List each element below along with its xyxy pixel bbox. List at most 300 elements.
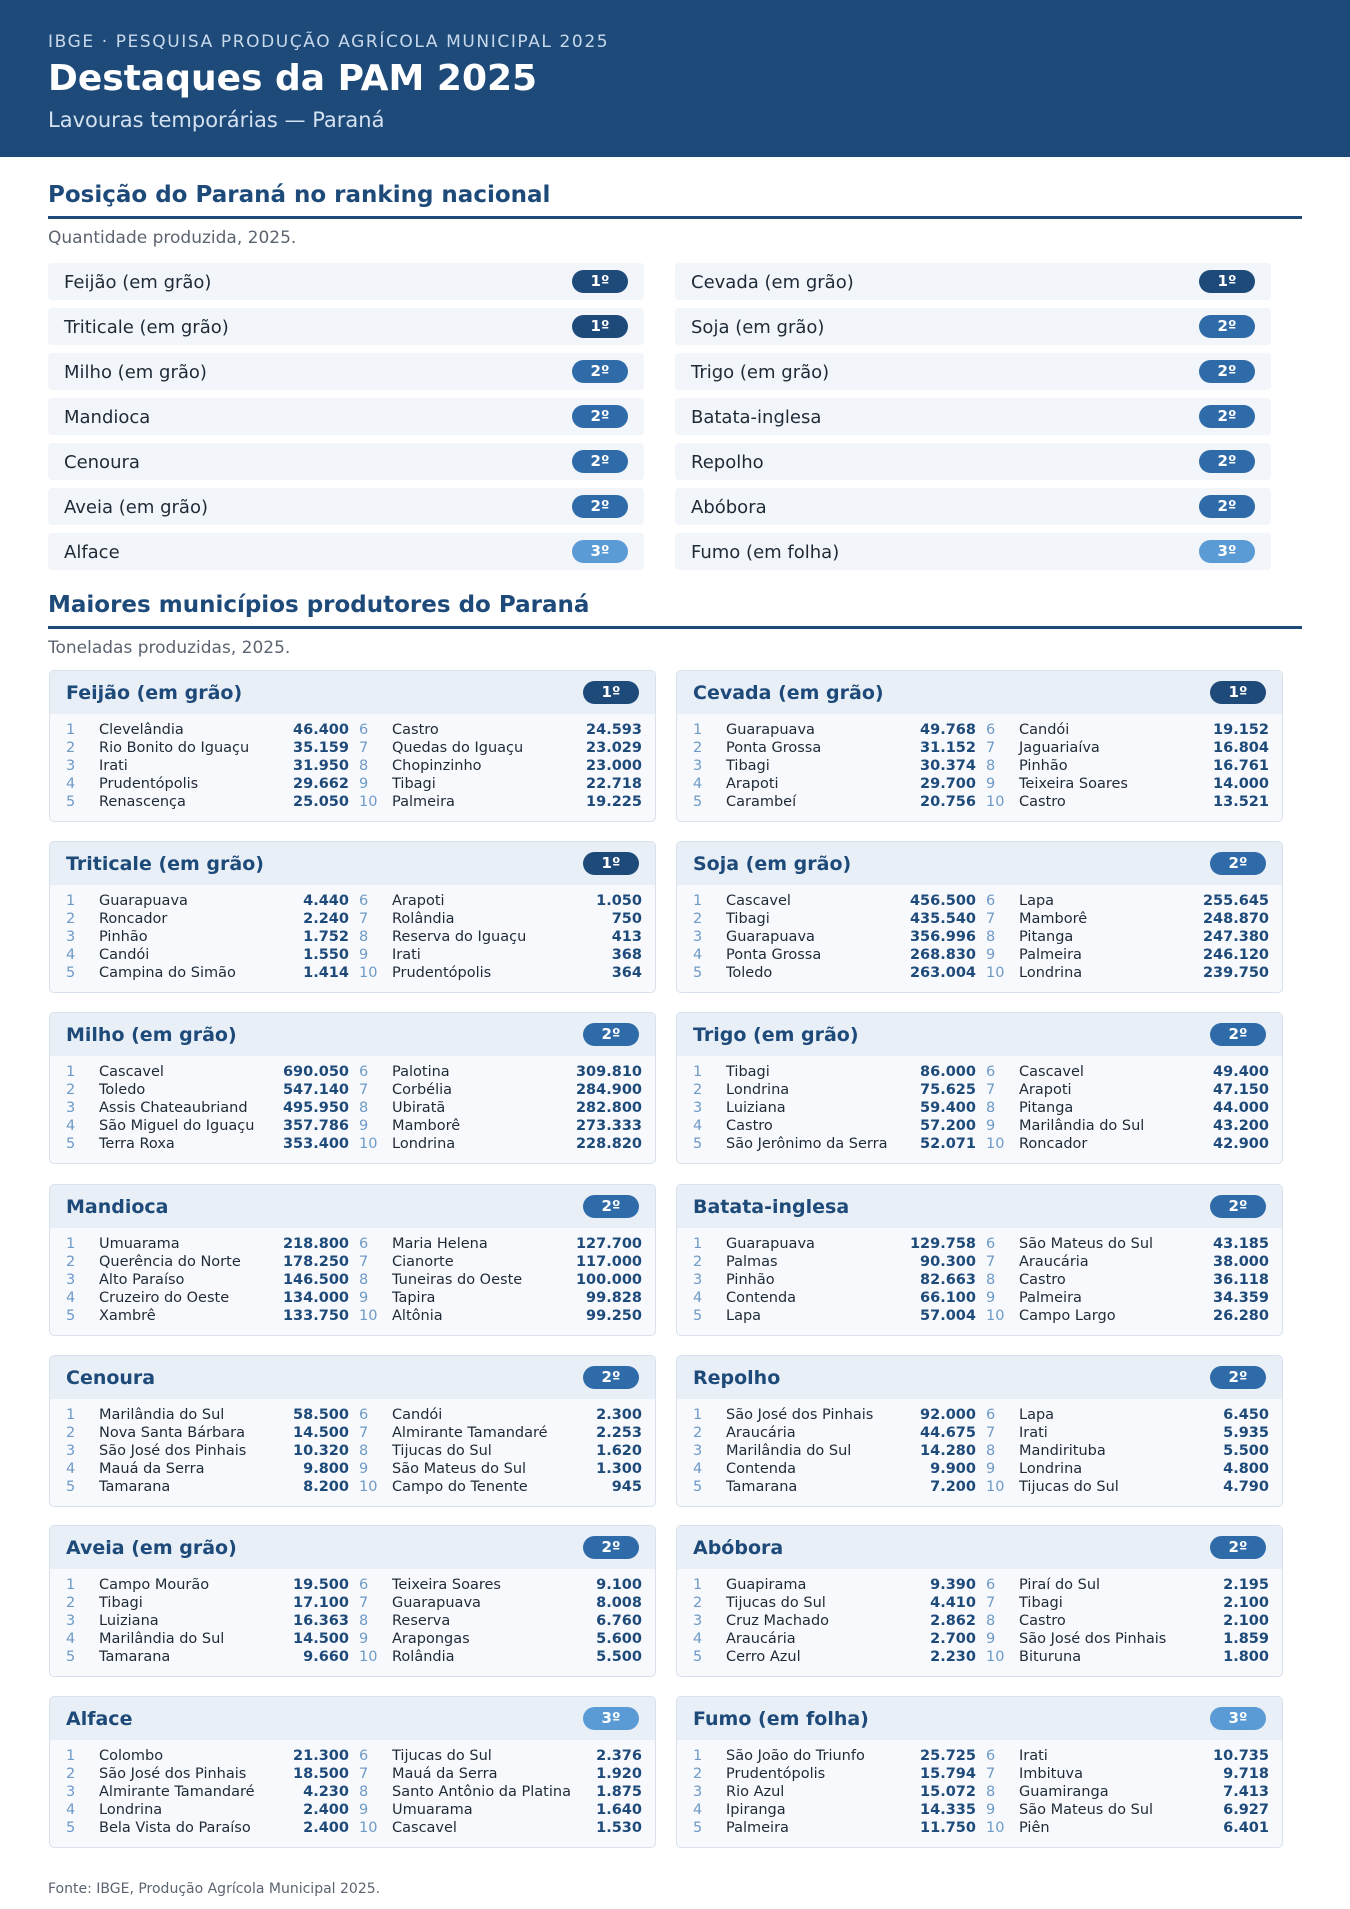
municipality-row xyxy=(359,775,642,793)
ranking-crop-label: Feijão (em grão) xyxy=(64,272,212,293)
municipality-rank: 10 xyxy=(359,794,378,810)
municipality-row xyxy=(986,793,1269,811)
municipality-row xyxy=(359,1819,642,1837)
ranking-row xyxy=(675,308,1271,345)
municipality-value: 34.359 xyxy=(1213,1290,1269,1306)
municipality-row xyxy=(986,1406,1269,1424)
municipality-row xyxy=(986,775,1269,793)
municipality-name: Campina do Simão xyxy=(99,965,236,981)
municipality-name: Jaguariaíva xyxy=(1019,740,1100,756)
municipality-rank: 2 xyxy=(693,1254,703,1270)
municipality-row xyxy=(986,892,1269,910)
municipality-value: 49.768 xyxy=(920,722,976,738)
municipality-name: Marilândia do Sul xyxy=(99,1407,225,1423)
municipality-value: 17.100 xyxy=(293,1595,349,1611)
municipality-rank: 3 xyxy=(693,1613,703,1629)
municipality-value: 9.390 xyxy=(930,1577,976,1593)
municipality-name: Tijucas do Sul xyxy=(1019,1479,1119,1495)
municipality-value: 49.400 xyxy=(1213,1064,1269,1080)
municipality-row xyxy=(693,1801,976,1819)
crop-rank-badge: 2º xyxy=(1210,852,1266,875)
crop-card-header xyxy=(677,1185,1282,1228)
municipality-rank: 3 xyxy=(693,1784,703,1800)
municipality-row xyxy=(693,1576,976,1594)
municipality-row xyxy=(66,1307,349,1325)
municipality-row xyxy=(359,1253,642,1271)
municipality-rank: 8 xyxy=(986,1443,996,1459)
municipality-value: 92.000 xyxy=(920,1407,976,1423)
municipality-rank: 9 xyxy=(986,1631,996,1647)
municipality-name: Xambrê xyxy=(99,1308,156,1324)
crop-rank-badge: 3º xyxy=(583,1707,639,1730)
municipality-name: Teixeira Soares xyxy=(1019,776,1128,792)
municipality-name: Ponta Grossa xyxy=(726,740,822,756)
municipality-row xyxy=(693,964,976,982)
municipality-value: 309.810 xyxy=(575,1064,642,1080)
municipality-value: 86.000 xyxy=(920,1064,976,1080)
municipality-name: Palmeira xyxy=(392,794,455,810)
municipality-rank: 2 xyxy=(66,1082,76,1098)
municipality-name: São Miguel do Iguaçu xyxy=(99,1118,255,1134)
municipality-column xyxy=(359,1576,642,1666)
municipality-row xyxy=(693,1765,976,1783)
municipality-rank: 5 xyxy=(693,1479,703,1495)
municipality-name: Castro xyxy=(392,722,439,738)
municipality-row xyxy=(359,1478,642,1496)
municipality-row xyxy=(986,1271,1269,1289)
municipality-name: Guapirama xyxy=(726,1577,807,1593)
municipality-name: Arapoti xyxy=(1019,1082,1072,1098)
municipality-name: Querência do Norte xyxy=(99,1254,241,1270)
municipality-name: Corbélia xyxy=(392,1082,453,1098)
municipality-row xyxy=(66,757,349,775)
ranking-crop-label: Mandioca xyxy=(64,407,151,428)
municipality-row xyxy=(66,1801,349,1819)
municipality-column xyxy=(693,1235,976,1325)
municipality-value: 19.152 xyxy=(1213,722,1269,738)
municipality-rank: 5 xyxy=(66,965,76,981)
municipality-column xyxy=(359,1747,642,1837)
ranking-position-badge: 2º xyxy=(572,405,628,428)
crop-card-header xyxy=(50,1185,655,1228)
municipality-rank: 8 xyxy=(359,1100,369,1116)
municipality-value: 248.870 xyxy=(1202,911,1269,927)
municipality-value: 178.250 xyxy=(282,1254,349,1270)
municipality-value: 456.500 xyxy=(909,893,976,909)
page-subtitle: Lavouras temporárias — Paraná xyxy=(48,108,385,132)
municipality-name: Tijucas do Sul xyxy=(726,1595,826,1611)
municipality-value: 547.140 xyxy=(282,1082,349,1098)
crop-card xyxy=(49,841,656,993)
ranking-crop-label: Soja (em grão) xyxy=(691,317,825,338)
ranking-position-badge: 1º xyxy=(572,315,628,338)
municipality-row xyxy=(66,1765,349,1783)
crop-card xyxy=(49,1525,656,1677)
municipality-value: 8.200 xyxy=(303,1479,349,1495)
municipality-name: Guarapuava xyxy=(726,722,815,738)
municipality-row xyxy=(986,910,1269,928)
municipality-name: Castro xyxy=(1019,1272,1066,1288)
municipality-rank: 6 xyxy=(986,1577,996,1593)
municipality-row xyxy=(66,721,349,739)
municipality-row xyxy=(693,1099,976,1117)
municipality-value: 5.500 xyxy=(596,1649,642,1665)
ranking-crop-label: Trigo (em grão) xyxy=(691,362,830,383)
municipality-value: 36.118 xyxy=(1213,1272,1269,1288)
municipality-rank: 4 xyxy=(66,1118,76,1134)
municipality-value: 58.500 xyxy=(293,1407,349,1423)
municipality-name: São José dos Pinhais xyxy=(1019,1631,1167,1647)
municipality-value: 1.620 xyxy=(596,1443,642,1459)
municipality-name: São João do Triunfo xyxy=(726,1748,865,1764)
municipality-value: 82.663 xyxy=(920,1272,976,1288)
municipality-rank: 5 xyxy=(66,1820,76,1836)
municipality-rank: 7 xyxy=(359,1082,369,1098)
municipality-name: São Mateus do Sul xyxy=(392,1461,527,1477)
municipality-value: 1.414 xyxy=(303,965,349,981)
municipality-name: São José dos Pinhais xyxy=(99,1766,247,1782)
municipality-row xyxy=(359,1594,642,1612)
municipality-name: Candói xyxy=(99,947,150,963)
municipality-rank: 5 xyxy=(66,1136,76,1152)
municipality-rank: 10 xyxy=(359,1479,378,1495)
municipality-row xyxy=(693,946,976,964)
municipality-rank: 10 xyxy=(986,1649,1005,1665)
crop-rank-badge: 2º xyxy=(583,1366,639,1389)
municipality-row xyxy=(359,1135,642,1153)
municipality-rank: 1 xyxy=(66,1407,76,1423)
municipality-row xyxy=(693,1594,976,1612)
municipality-name: Lapa xyxy=(726,1308,762,1324)
ranking-section-title: Posição do Paraná no ranking nacional xyxy=(48,182,551,208)
ranking-position-badge: 2º xyxy=(1199,495,1255,518)
crop-rank-badge: 2º xyxy=(583,1536,639,1559)
municipality-name: Lapa xyxy=(1019,893,1055,909)
municipality-rank: 4 xyxy=(693,776,703,792)
municipality-name: Pinhão xyxy=(1019,758,1068,774)
municipality-value: 46.400 xyxy=(293,722,349,738)
municipality-name: Bituruna xyxy=(1019,1649,1082,1665)
municipality-name: Rolândia xyxy=(392,911,455,927)
municipality-name: Luiziana xyxy=(726,1100,786,1116)
municipality-row xyxy=(986,928,1269,946)
municipality-row xyxy=(693,775,976,793)
ranking-row xyxy=(675,443,1271,480)
municipality-name: Araucária xyxy=(726,1631,796,1647)
municipality-row xyxy=(359,793,642,811)
municipality-rank: 2 xyxy=(66,740,76,756)
municipality-name: Campo do Tenente xyxy=(392,1479,528,1495)
municipality-rank: 7 xyxy=(986,911,996,927)
ranking-position-badge: 3º xyxy=(1199,540,1255,563)
municipality-rank: 9 xyxy=(359,776,369,792)
municipality-column xyxy=(693,721,976,811)
municipality-name: Chopinzinho xyxy=(392,758,482,774)
municipality-value: 4.230 xyxy=(303,1784,349,1800)
municipality-row xyxy=(66,892,349,910)
municipality-rank: 1 xyxy=(693,722,703,738)
municipios-section-rule xyxy=(48,626,1302,629)
municipality-name: Tibagi xyxy=(726,911,770,927)
municipality-rank: 6 xyxy=(359,1236,369,1252)
municipality-value: 218.800 xyxy=(282,1236,349,1252)
municipality-value: 29.700 xyxy=(920,776,976,792)
municipality-name: Londrina xyxy=(99,1802,163,1818)
ranking-position-badge: 2º xyxy=(1199,360,1255,383)
municipality-row xyxy=(66,1478,349,1496)
municipality-rank: 6 xyxy=(986,893,996,909)
crop-card-header xyxy=(50,671,655,714)
municipality-value: 413 xyxy=(611,929,642,945)
municipality-row xyxy=(986,1135,1269,1153)
municipality-value: 16.363 xyxy=(293,1613,349,1629)
municipality-row xyxy=(693,1135,976,1153)
municipality-name: Mamborê xyxy=(1019,911,1088,927)
municipality-name: Roncador xyxy=(1019,1136,1088,1152)
municipality-rank: 2 xyxy=(66,1766,76,1782)
municipality-rank: 10 xyxy=(986,965,1005,981)
crop-card-header xyxy=(50,1697,655,1740)
municipality-rank: 5 xyxy=(66,794,76,810)
municipality-value: 14.500 xyxy=(293,1631,349,1647)
municipality-column xyxy=(693,1747,976,1837)
municipality-rank: 6 xyxy=(359,722,369,738)
municipality-row xyxy=(66,1235,349,1253)
municipality-row xyxy=(66,1271,349,1289)
municipality-rank: 6 xyxy=(359,1064,369,1080)
municipality-row xyxy=(986,757,1269,775)
municipality-row xyxy=(359,1765,642,1783)
municipality-rank: 3 xyxy=(66,929,76,945)
municipality-row xyxy=(986,1442,1269,1460)
municipality-name: Ubiratã xyxy=(392,1100,446,1116)
municipality-name: Pitanga xyxy=(1019,929,1074,945)
municipality-rank: 5 xyxy=(693,794,703,810)
municipality-name: Terra Roxa xyxy=(99,1136,175,1152)
municipality-row xyxy=(359,1442,642,1460)
municipality-rank: 9 xyxy=(359,1118,369,1134)
municipality-row xyxy=(359,1099,642,1117)
municipality-row xyxy=(359,1406,642,1424)
municipality-value: 6.450 xyxy=(1223,1407,1269,1423)
municipality-row xyxy=(693,1063,976,1081)
municipality-rank: 9 xyxy=(359,947,369,963)
municipality-row xyxy=(359,1424,642,1442)
municipality-row xyxy=(359,757,642,775)
municipality-name: Lapa xyxy=(1019,1407,1055,1423)
municipality-name: Tuneiras do Oeste xyxy=(392,1272,523,1288)
crop-card-title: Triticale (em grão) xyxy=(66,853,264,875)
municipality-rank: 10 xyxy=(986,794,1005,810)
municipality-row xyxy=(66,1594,349,1612)
ranking-crop-label: Repolho xyxy=(691,452,764,473)
municipality-value: 1.752 xyxy=(303,929,349,945)
ranking-row xyxy=(675,398,1271,435)
municipality-value: 273.333 xyxy=(575,1118,642,1134)
municipality-value: 1.920 xyxy=(596,1766,642,1782)
municipality-row xyxy=(359,892,642,910)
crop-card-header xyxy=(50,842,655,885)
municipality-column xyxy=(66,721,349,811)
municipality-rank: 10 xyxy=(986,1136,1005,1152)
municipality-value: 134.000 xyxy=(282,1290,349,1306)
municipality-name: Renascença xyxy=(99,794,186,810)
municipality-row xyxy=(693,793,976,811)
crop-card-header xyxy=(677,1526,1282,1569)
municipality-value: 44.000 xyxy=(1213,1100,1269,1116)
page-title: Destaques da PAM 2025 xyxy=(48,58,538,99)
municipality-value: 9.100 xyxy=(596,1577,642,1593)
municipality-name: Palmeira xyxy=(1019,947,1082,963)
municipality-name: Santo Antônio da Platina xyxy=(392,1784,571,1800)
municipality-rank: 9 xyxy=(986,776,996,792)
municipality-rank: 1 xyxy=(693,893,703,909)
municipality-name: Roncador xyxy=(99,911,168,927)
municipality-value: 495.950 xyxy=(282,1100,349,1116)
municipality-rank: 5 xyxy=(693,1136,703,1152)
municipality-name: Ipiranga xyxy=(726,1802,786,1818)
municipality-row xyxy=(66,1406,349,1424)
municipality-name: Tijucas do Sul xyxy=(392,1443,492,1459)
municipality-row xyxy=(359,1648,642,1666)
municipality-value: 255.645 xyxy=(1202,893,1269,909)
municipality-name: Irati xyxy=(99,758,128,774)
municipality-value: 2.230 xyxy=(930,1649,976,1665)
municipality-row xyxy=(986,1063,1269,1081)
municipality-rank: 10 xyxy=(359,965,378,981)
municipality-name: Reserva xyxy=(392,1613,451,1629)
crop-card-header xyxy=(677,671,1282,714)
municipality-row xyxy=(693,757,976,775)
municipality-rank: 7 xyxy=(359,1595,369,1611)
municipality-value: 25.050 xyxy=(293,794,349,810)
municipality-name: Arapongas xyxy=(392,1631,470,1647)
municipality-name: Candói xyxy=(1019,722,1070,738)
municipality-column xyxy=(359,892,642,982)
municipality-row xyxy=(66,1289,349,1307)
municipality-row xyxy=(66,1135,349,1153)
municipality-row xyxy=(986,946,1269,964)
municipality-row xyxy=(693,892,976,910)
municipality-name: Prudentópolis xyxy=(99,776,199,792)
municipality-value: 23.000 xyxy=(586,758,642,774)
municipality-rank: 9 xyxy=(359,1290,369,1306)
municipality-rank: 1 xyxy=(66,722,76,738)
municipality-row xyxy=(66,1424,349,1442)
municipality-name: Alto Paraíso xyxy=(99,1272,185,1288)
municipality-value: 24.593 xyxy=(586,722,642,738)
municipality-name: Contenda xyxy=(726,1290,797,1306)
municipality-value: 16.761 xyxy=(1213,758,1269,774)
municipality-rank: 2 xyxy=(693,1766,703,1782)
municipality-value: 29.662 xyxy=(293,776,349,792)
municipality-name: Cascavel xyxy=(726,893,791,909)
municipality-row xyxy=(693,1478,976,1496)
ranking-position-badge: 1º xyxy=(572,270,628,293)
municipality-value: 1.550 xyxy=(303,947,349,963)
municipality-name: Tibagi xyxy=(1019,1595,1063,1611)
municipality-name: Mamborê xyxy=(392,1118,461,1134)
municipality-row xyxy=(986,1765,1269,1783)
municipality-name: Pitanga xyxy=(1019,1100,1074,1116)
municipality-name: Tamarana xyxy=(99,1479,171,1495)
municipality-name: Reserva do Iguaçu xyxy=(392,929,527,945)
ranking-position-badge: 3º xyxy=(572,540,628,563)
municipality-name: Cianorte xyxy=(392,1254,454,1270)
municipality-name: Tamarana xyxy=(726,1479,798,1495)
municipality-rank: 8 xyxy=(986,758,996,774)
municipality-row xyxy=(693,1235,976,1253)
municipality-row xyxy=(66,1099,349,1117)
municipality-name: Palmeira xyxy=(726,1820,789,1836)
crop-rank-badge: 1º xyxy=(583,681,639,704)
municipality-value: 133.750 xyxy=(282,1308,349,1324)
municipality-rank: 10 xyxy=(359,1649,378,1665)
municipality-value: 5.500 xyxy=(1223,1443,1269,1459)
municipality-rank: 7 xyxy=(986,740,996,756)
municipality-value: 9.900 xyxy=(930,1461,976,1477)
municipality-name: Prudentópolis xyxy=(726,1766,826,1782)
municipality-row xyxy=(66,1747,349,1765)
municipality-value: 75.625 xyxy=(920,1082,976,1098)
municipality-value: 6.760 xyxy=(596,1613,642,1629)
municipality-name: Irati xyxy=(1019,1425,1048,1441)
municipality-name: Irati xyxy=(1019,1748,1048,1764)
municipality-row xyxy=(986,1819,1269,1837)
municipality-rank: 5 xyxy=(693,1649,703,1665)
ranking-row xyxy=(48,488,644,525)
municipality-value: 99.828 xyxy=(586,1290,642,1306)
municipality-rank: 3 xyxy=(66,1100,76,1116)
municipality-name: Teixeira Soares xyxy=(392,1577,501,1593)
municipality-column xyxy=(66,1747,349,1837)
ranking-position-badge: 1º xyxy=(1199,270,1255,293)
municipality-row xyxy=(693,1648,976,1666)
municipality-rank: 8 xyxy=(986,929,996,945)
municipality-value: 4.440 xyxy=(303,893,349,909)
municipality-rank: 7 xyxy=(359,1766,369,1782)
municipality-column xyxy=(986,1576,1269,1666)
ranking-list-right xyxy=(675,263,1271,578)
municipios-section-title: Maiores municípios produtores do Paraná xyxy=(48,592,590,618)
municipality-value: 90.300 xyxy=(920,1254,976,1270)
municipality-value: 9.800 xyxy=(303,1461,349,1477)
municipality-rank: 6 xyxy=(986,722,996,738)
ranking-position-badge: 2º xyxy=(572,360,628,383)
ranking-crop-label: Triticale (em grão) xyxy=(64,317,229,338)
crop-card-header xyxy=(677,1697,1282,1740)
municipality-row xyxy=(986,1235,1269,1253)
municipality-rank: 8 xyxy=(359,1784,369,1800)
crop-card-title: Cenoura xyxy=(66,1367,156,1389)
municipality-column xyxy=(66,892,349,982)
municipality-row xyxy=(359,1801,642,1819)
municipality-row xyxy=(66,1063,349,1081)
municipality-name: Palmeira xyxy=(1019,1290,1082,1306)
crop-card-title: Milho (em grão) xyxy=(66,1024,237,1046)
ranking-crop-label: Batata-inglesa xyxy=(691,407,822,428)
ranking-row xyxy=(48,533,644,570)
ranking-crop-label: Cevada (em grão) xyxy=(691,272,854,293)
municipality-column xyxy=(986,1063,1269,1153)
municipality-value: 6.927 xyxy=(1223,1802,1269,1818)
municipality-value: 4.790 xyxy=(1223,1479,1269,1495)
municipality-rank: 6 xyxy=(359,1407,369,1423)
ranking-row xyxy=(675,533,1271,570)
municipality-name: Araucária xyxy=(726,1425,796,1441)
municipality-value: 1.530 xyxy=(596,1820,642,1836)
crop-card-title: Batata-inglesa xyxy=(693,1196,850,1218)
